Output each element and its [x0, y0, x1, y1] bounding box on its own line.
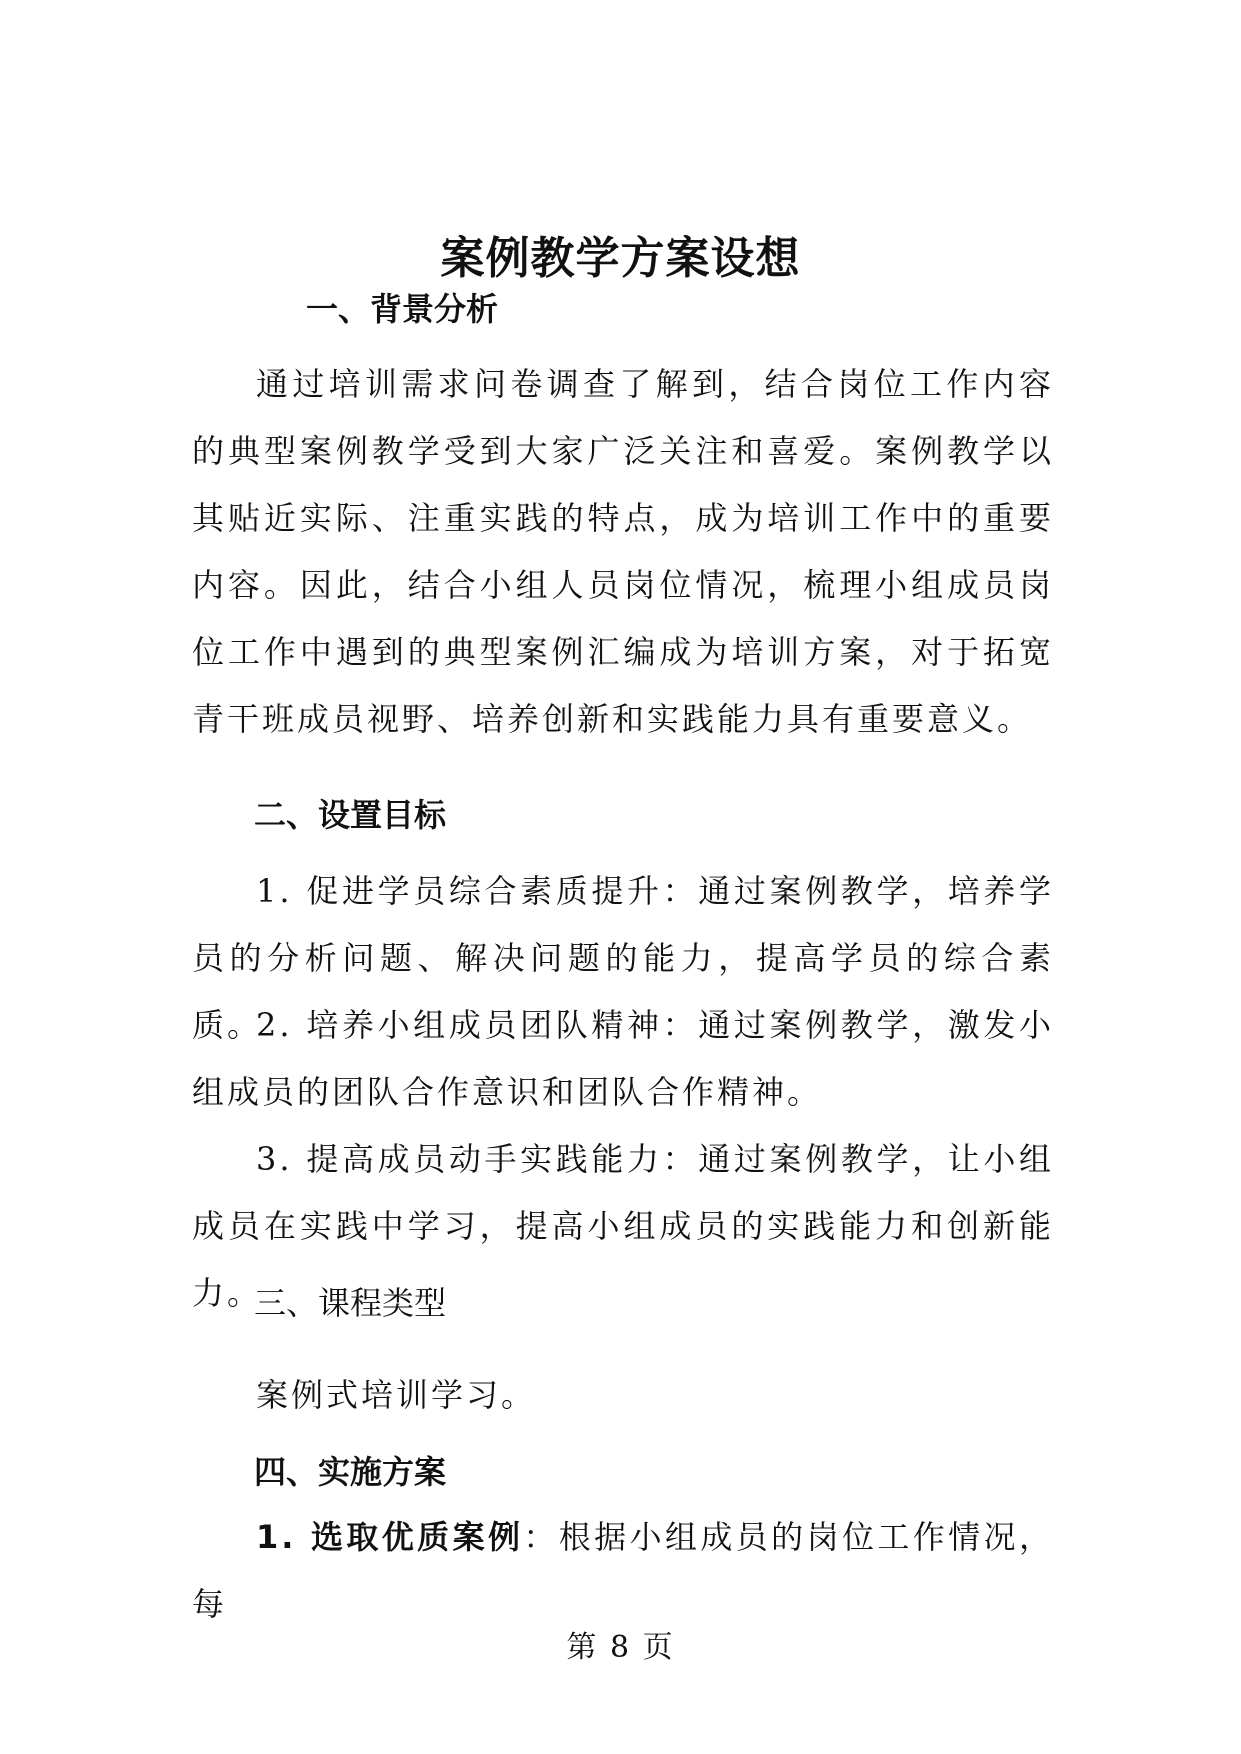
- implementation-item-1: [192, 1504, 1054, 1638]
- document-title: 案例教学方案设想: [440, 233, 801, 284]
- implementation-item-1-label: 1. 选取优质案例: [256, 1518, 524, 1556]
- section-1-paragraph: 通过培训需求问卷调查了解到，结合岗位工作内容的典型案例教学受到大家广泛关注和喜爱。案例教学以其贴近实际、注重实践的特点，成为培训工作中的重要内容。因此，结合小组人员岗位情况，梳理小组成员岗位工作中遇到的典型案例汇编成为培训方案，对于拓宽青干班成员视野、培养创新和实践能力具有重要意义。: [192, 365, 1054, 738]
- goal-item-2: 2. 培养小组成员团队精神：通过案例教学，激发小组成员的团队合作意识和团队合作精神。: [192, 1006, 1054, 1111]
- goal-item-1: 1. 促进学员综合素质提升：通过案例教学，培养学员的分析问题、解决问题的能力，提高学员的综合素质。: [192, 872, 1054, 1044]
- section-4-heading: 四、实施方案: [254, 1453, 447, 1491]
- page-number: 第 8 页: [566, 1630, 675, 1665]
- section-3-paragraph: 案例式培训学习。: [256, 1376, 537, 1414]
- goal-item-3: 3. 提高成员动手实践能力：通过案例教学，让小组成员在实践中学习，提高小组成员的实践能力和创新能力。: [192, 1140, 1054, 1312]
- implementation-item-1-text: ：根据小组成员的岗位工作情况，每: [192, 1518, 1054, 1623]
- section-1-heading: 一、背景分析: [306, 290, 499, 328]
- section-3-heading: 三、课程类型: [254, 1284, 447, 1322]
- section-2-heading: 二、设置目标: [254, 796, 447, 834]
